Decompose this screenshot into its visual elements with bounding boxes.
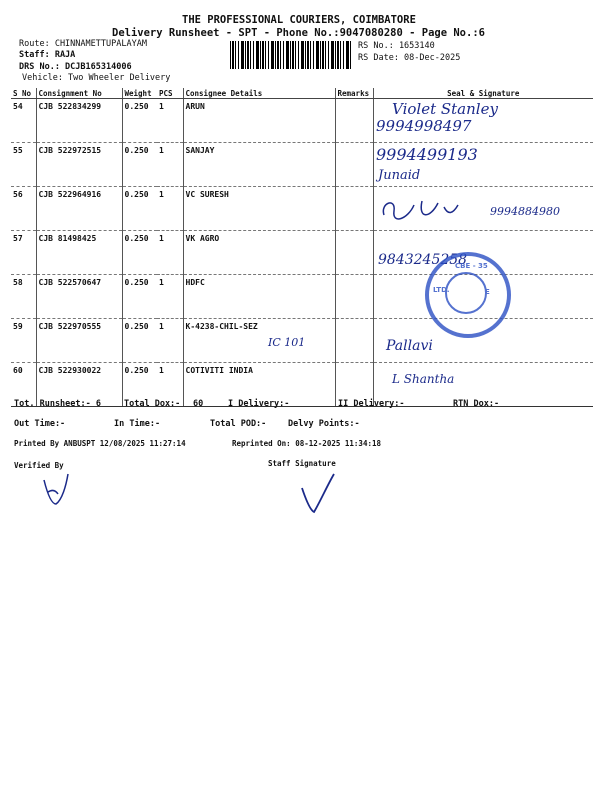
delvy-points: Delvy Points:- [288,419,360,429]
cell-consignee: ARUN [183,99,335,143]
cell-sno: 56 [11,187,36,231]
verified-by-label: Verified By [14,461,64,470]
col-seal: Seal & Signature [373,88,593,99]
i-delivery: I Delivery:- [228,399,290,409]
handwritten-phone: 9994884980 [490,205,560,218]
col-sno: S No [11,88,36,99]
cell-consignee: VK AGRO [183,231,335,275]
cell-consignment: CJB 522970555 [36,319,122,363]
cell-sno: 57 [11,231,36,275]
staff-signature [298,468,338,516]
handwritten-name: Pallavi [386,338,433,354]
staff-signature-label: Staff Signature [268,459,336,468]
verified-signature [38,470,74,510]
table-row [11,143,593,187]
cell-weight: 0.250 [122,231,157,275]
cell-pcs: 1 [157,99,183,143]
table-row [11,99,593,143]
cell-pcs: 1 [157,319,183,363]
seal-text: E [485,288,490,296]
seal-inner-ring [445,272,487,314]
total-dox-label: Total Dox:- [124,399,181,409]
vehicle-label: Vehicle: Two Wheeler Delivery [22,73,171,83]
tot-runsheet: Tot. Runsheet:- 6 [14,399,101,409]
handwritten-phone: 9994499193 [376,145,478,164]
cell-pcs: 1 [157,187,183,231]
runsheet-title: Delivery Runsheet - SPT - Phone No.:9047080280 - Page No.:6 [112,27,485,39]
company-title: THE PROFESSIONAL COURIERS, COIMBATORE [182,14,416,26]
cell-pcs: 1 [157,231,183,275]
cell-weight: 0.250 [122,319,157,363]
handwritten-name: Violet Stanley [392,100,498,118]
signature-mark [378,193,478,223]
out-time: Out Time:- [14,419,66,429]
col-consignment: Consignment No [36,88,122,99]
cell-consignee: SANJAY [183,143,335,187]
drs-label: DRS No.: DCJB165314006 [19,62,132,72]
cell-sno: 55 [11,143,36,187]
printed-by: Printed By ANBUSPT 12/08/2025 11:27:14 [14,439,186,448]
total-dox-value: 60 [193,399,204,409]
cell-consignment: CJB 522570647 [36,275,122,319]
cell-consignee: HDFC [183,275,335,319]
handwritten-name: Junaid [378,168,421,183]
col-pcs: PCS [157,88,183,99]
cell-consignee: COTIVITI INDIA [183,363,335,407]
staff-label: Staff: RAJA [19,50,76,60]
cell-sno: 58 [11,275,36,319]
handwritten-phone: 9994998497 [376,117,472,135]
cell-consignment: CJB 522834299 [36,99,122,143]
cell-weight: 0.250 [122,99,157,143]
cell-pcs: 1 [157,363,183,407]
cell-weight: 0.250 [122,143,157,187]
cell-remarks [335,275,373,319]
cell-sno: 60 [11,363,36,407]
ii-delivery: II Delivery:- [338,399,405,409]
cell-consignment: CJB 522964916 [36,187,122,231]
runsheet-table [11,88,593,407]
rs-no: RS No.: 1653140 [358,41,435,51]
col-remarks: Remarks [335,88,373,99]
cell-remarks [335,231,373,275]
cell-consignment: CJB 522930022 [36,363,122,407]
reprinted-on: Reprinted On: 08-12-2025 11:34:18 [232,439,382,448]
handwritten-phone: 9843245258 [378,252,468,268]
cell-remarks [335,187,373,231]
cell-consignment: CJB 81498425 [36,231,122,275]
cell-weight: 0.250 [122,187,157,231]
seal-text: LTD. [433,286,450,294]
cell-weight: 0.250 [122,363,157,407]
handwritten-note: IC 101 [268,336,306,349]
col-weight: Weight [122,88,157,99]
cell-remarks [335,143,373,187]
cell-remarks [335,319,373,363]
company-seal-stamp [425,252,511,338]
col-consignee: Consignee Details [183,88,335,99]
table-row [11,231,593,275]
cell-consignment: CJB 522972515 [36,143,122,187]
rtn-dox: RTN Dox:- [453,399,500,409]
rs-date: RS Date: 08-Dec-2025 [358,53,461,63]
cell-sno: 59 [11,319,36,363]
table-header [11,88,593,99]
seal-text: CBE - 35 [455,262,488,270]
cell-consignee: VC SURESH [183,187,335,231]
cell-weight: 0.250 [122,275,157,319]
cell-pcs: 1 [157,143,183,187]
route-label: Route: CHINNAMETTUPALAYAM [19,39,147,49]
cell-pcs: 1 [157,275,183,319]
handwritten-name: L Shantha [392,372,455,386]
cell-consignee: K-4238-CHIL-SEZ [183,319,335,363]
cell-sno: 54 [11,99,36,143]
in-time: In Time:- [114,419,161,429]
cell-remarks [335,99,373,143]
barcode [230,41,352,69]
total-pod: Total POD:- [210,419,267,429]
